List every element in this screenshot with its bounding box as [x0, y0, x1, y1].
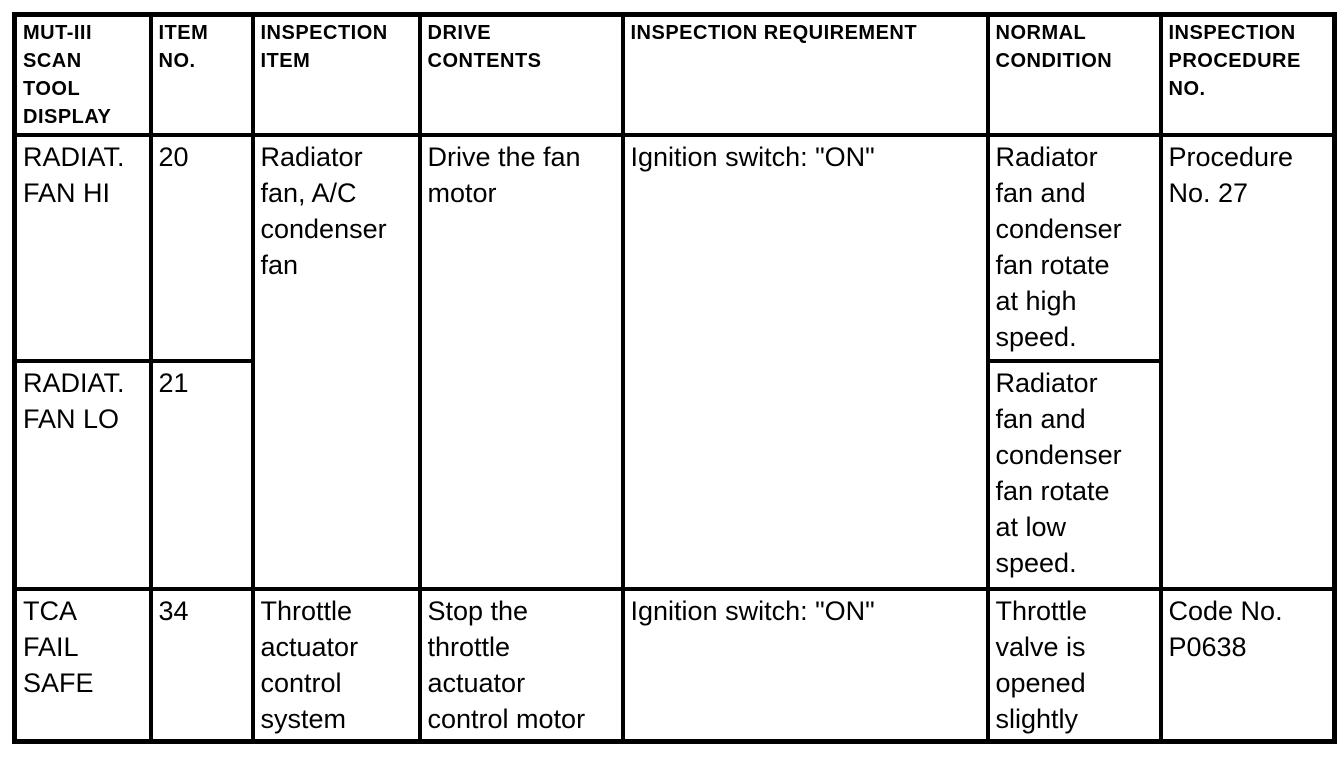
cell-drive-contents: Stop the throttle actuator control motor: [420, 589, 623, 742]
header-inspection-requirement: INSPECTION REQUIREMENT: [623, 15, 988, 136]
actuator-test-spec-table: [12, 12, 1337, 744]
cell-scan-tool-display: RADIAT. FAN LO: [15, 361, 151, 589]
cell-inspection-item: Radiator fan, A/C condenser fan: [253, 135, 420, 589]
cell-scan-tool-display: TCA FAIL SAFE: [15, 589, 151, 742]
header-row: [15, 15, 1335, 136]
cell-normal-condition: Radiator fan and condenser fan rotate at high speed.: [988, 135, 1161, 361]
cell-drive-contents: Drive the fan motor: [420, 135, 623, 589]
header-mut-iii-scan-tool-display: MUT-III SCAN TOOL DISPLAY: [15, 15, 151, 136]
cell-inspection-requirement: Ignition switch: "ON": [623, 589, 988, 742]
cell-item-no: 34: [151, 589, 253, 742]
cell-normal-condition: Radiator fan and condenser fan rotate at low speed.: [988, 361, 1161, 589]
cell-normal-condition: Throttle valve is opened slightly: [988, 589, 1161, 742]
table-row-radiator-fan-hi: [15, 135, 1335, 361]
cell-scan-tool-display: RADIAT. FAN HI: [15, 135, 151, 361]
cell-inspection-procedure-no: Code No. P0638: [1161, 589, 1335, 742]
header-inspection-item: INSPECTION ITEM: [253, 15, 420, 136]
header-inspection-procedure-no: INSPECTION PROCEDURE NO.: [1161, 15, 1335, 136]
header-normal-condition: NORMAL CONDITION: [988, 15, 1161, 136]
cell-inspection-requirement: Ignition switch: "ON": [623, 135, 988, 589]
table-row-tca-fail-safe: [15, 589, 1335, 742]
cell-inspection-procedure-no: Procedure No. 27: [1161, 135, 1335, 589]
header-item-no: ITEM NO.: [151, 15, 253, 136]
cell-item-no: 20: [151, 135, 253, 361]
cell-item-no: 21: [151, 361, 253, 589]
cell-inspection-item: Throttle actuator control system: [253, 589, 420, 742]
header-drive-contents: DRIVE CONTENTS: [420, 15, 623, 136]
